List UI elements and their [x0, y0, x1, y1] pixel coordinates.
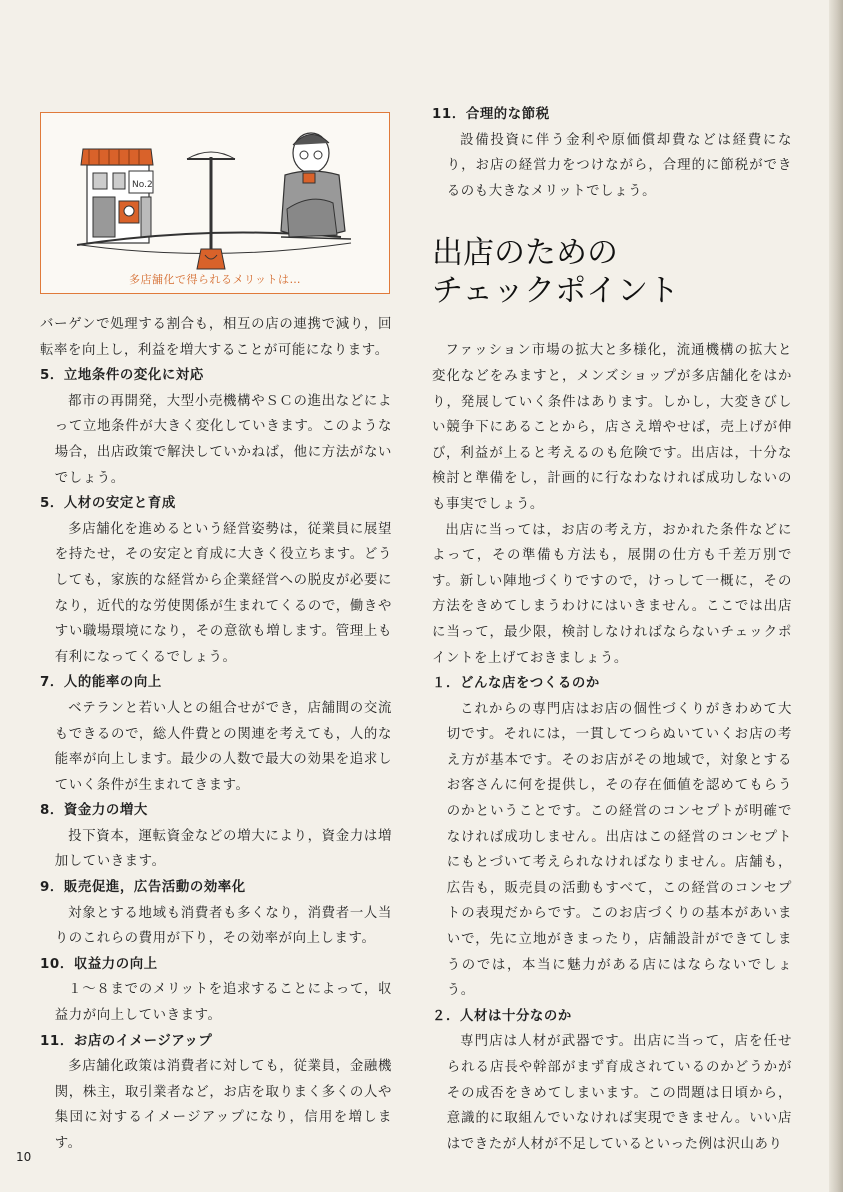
section-body: これからの専門店はお店の個性づくりがきわめて大切です。それには，一貫してつらぬいていくお店の考え方が基本です。そのお店がその地域で，対象とするお客さんに何を提供し，その存在価値を認めてもらうのかということです。この経営のコンセプトが明確でなければ成功しません。出店はこの経営のコンセプトにもとづいて考えられなければなりません。店舗も，広告も，販売員の活動もすべて，この経営のコンセプトの表現だからです。このお店づくりの基本があいまいで，先に立地がきまったり，店舗設計ができてしまうのでは，本当に魅力がある店にはならないでしょう。 [446, 701, 792, 999]
page-edge-shadow [829, 0, 843, 1192]
section-heading: 8．資金力の増大 [40, 803, 148, 819]
left-intro: バーゲンで処理する割合も，相互の店の連携で減り，回転率を向上し，利益を増大することが可能になります。 [40, 317, 392, 358]
section-body: ベテランと若い人との組合せができ，店舗間の交流もできるので，総人件費との関連を考えても，人的な能率が向上します。最少の人数で最大の効果を追求していく条件が生まれてきます。 [54, 700, 392, 793]
illustration-box [40, 112, 390, 294]
section-heading: 11．お店のイメージアップ [40, 1033, 213, 1049]
paragraph: 出店に当っては，お店の考え方，おかれた条件などによって，その準備も方法も，展開の仕方も千差万別です。新しい陣地づくりですので，けっして一概に，その方法をきめてしまうわけにはいきません。ここでは出店に当って，最少限，検討しなければならないチェックポイントを上げておきましょう。 [432, 522, 792, 666]
svg-text:No.2: No.2 [132, 180, 153, 190]
section-body: 多店舗化を進めるという経営姿勢は，従業員に展望を持たせ，その安定と育成に大きく役立ちます。どうしても，家族的な経営から企業経営への脱皮が必要になり，近代的な労使関係が生まれてくるので，働きやすい職場環境になり，その意欲も増します。管理上も有利になってくるでしょう。 [54, 521, 392, 665]
right-column [432, 102, 792, 1157]
section-body: 投下資本，運転資金などの増大により，資金力は増加していきます。 [54, 828, 392, 870]
section-body: 設備投資に伴う金利や原価償却費などは経費になり，お店の経営力をつけながら，合理的に節税ができるのも大きなメリットでしょう。 [446, 132, 792, 199]
section-heading: 5．人材の安定と育成 [40, 496, 176, 512]
section-heading: 11．合理的な節税 [432, 107, 550, 122]
section-body: 専門店は人材が武器です。出店に当って，店を任せられる店長や幹部がまず育成されているのかどうかがその成否をきめてしまいます。この問題は日頃から，意識的に取組んでいなければ実現できません。いい店はできたが人材が不足しているといった例は沢山あり [446, 1034, 792, 1152]
section-heading: １．どんな店をつくるのか [432, 676, 600, 692]
section-body: 多店舗化政策は消費者に対しても，従業員，金融機関，株主，取引業者など，お店を取りまく多くの人や集団に対するイメージアップになり，信用を増します。 [54, 1059, 392, 1151]
section-heading: 7．人的能率の向上 [40, 675, 162, 691]
section-heading: 9．販売促進，広告活動の効率化 [40, 880, 246, 896]
section-heading: ２．人材は十分なのか [432, 1008, 572, 1024]
businessman-figure-icon [281, 133, 351, 239]
title-line-1: 出店のための [432, 235, 618, 272]
title-line-2: チェックポイント [432, 273, 680, 310]
illustration-caption: 多店舗化で得られるメリットは… [128, 273, 302, 286]
shop-building-icon [81, 149, 153, 243]
section-body: 対象とする地域も消費者も多くなり，消費者一人当りのこれらの費用が下り，その効率が向上します。 [54, 905, 392, 947]
section-body: 都市の再開発，大型小売機構やＳＣの進出などによって立地条件が大きく変化していきます。このような場合，出店政策で解決していかねば，他に方法がないでしょう。 [54, 393, 392, 486]
section-heading: 5．立地条件の変化に対応 [40, 368, 204, 384]
page-number: 10 [16, 1150, 32, 1164]
section-body: １～８までのメリットを追求することによって，収益力が向上していきます。 [54, 982, 392, 1024]
paragraph: ファッション市場の拡大と多様化，流通機構の拡大と変化などをみますと，メンズショップが多店舗化をはかり，発展していく条件はあります。しかし，大変きびしい競争下にあることから，店さえ増やせば，売上げが伸び，利益が上ると考えるのも危険です。出店は，十分な検討と準備をし，計画的に行なわなければ成功しないのも事実でしょう。 [432, 343, 792, 512]
balance-scale-illustration [41, 113, 389, 293]
scale-icon [187, 152, 235, 269]
page-title [432, 234, 792, 310]
section-heading: 10．収益力の向上 [40, 956, 158, 972]
left-column [40, 312, 392, 1157]
